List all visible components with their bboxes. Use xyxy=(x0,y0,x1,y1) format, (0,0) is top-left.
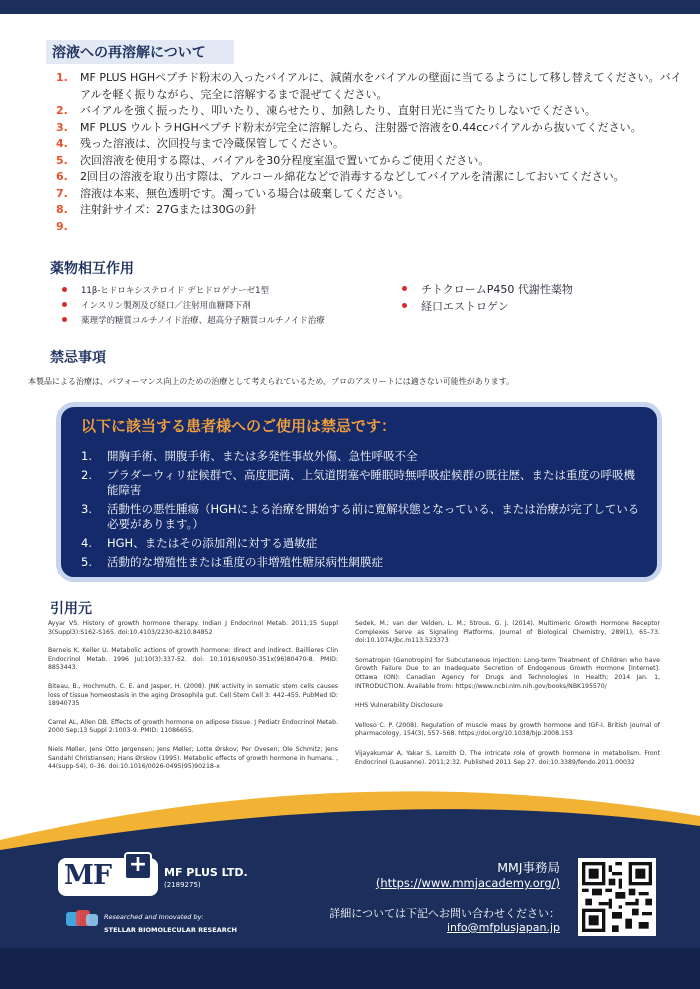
interactions-title: 薬物相互作用 xyxy=(50,261,134,277)
citation: Niels Møller, Jens Otto Jørgensen; Jens Møller; Lotte Ørskov; Per Ovesen; Ole Schmitz; Jens Sandahl Christiansen; Hans Ørskov (1995). Metabolic effects of growth hormone in humans. , 44(supp-S4), 0–36. doi:10.1016/0026-0495(95)90218-x xyxy=(48,745,338,771)
list-item xyxy=(81,449,641,464)
step-text: MF PLUS ウルトラHGHペプチド粉末が完全に溶解したら、注射器で溶液を0.44ccバイアルから抜いてください。 xyxy=(80,120,642,134)
stellar-name: STELLAR BIOMOLECULAR RESEARCH xyxy=(104,926,237,934)
interaction-text: チトクロームP450 代謝性薬物 xyxy=(421,282,573,296)
email-link[interactable]: info@mfplusjapan.jp xyxy=(447,921,560,934)
office-name: MMJ事務局 xyxy=(497,860,560,875)
step-text: 残った溶液は、次回投与まで冷蔵保管してください。 xyxy=(80,137,344,150)
interactions-list-left xyxy=(62,282,392,327)
step-item xyxy=(56,186,686,203)
contraindications-intro: 本製品による治療は、パフォーマンス向上のための治療として考えられているため、プロのアスリートには適さない可能性があります。 xyxy=(28,377,515,386)
citation: Biteau, B., Hochmuth, C. E. and Jasper, H. (2008). JNK activity in somatic stem cells causes loss of tissue homeostasis in the aging Drosophila gut. Cell Stem Cell 3: 442-455. PubMed ID: 18940735 xyxy=(48,682,338,708)
interaction-text: 11β-ヒドロキシステロイド デヒドロゲナーゼ1型 xyxy=(81,285,269,296)
list-item xyxy=(81,536,641,551)
step-number: 8. xyxy=(56,203,68,216)
citations-left xyxy=(48,620,338,782)
item-text: 活動性の悪性腫瘍（HGHによる治療を開始する前に寛解状態となっている、または治療が完了している必要があります。） xyxy=(107,502,640,531)
step-number: 7. xyxy=(56,186,68,200)
company-number: (2189275) xyxy=(164,881,201,889)
item-text: 活動的な増殖性または重度の非増殖性糖尿病性網膜症 xyxy=(107,555,383,569)
step-item xyxy=(56,70,686,103)
step-item xyxy=(56,219,686,236)
list-item xyxy=(81,502,641,532)
interaction-text: インスリン製剤及び経口／注射用血糖降下剤 xyxy=(81,300,251,311)
step-item xyxy=(56,169,686,186)
top-bar xyxy=(0,0,700,14)
step-text xyxy=(80,219,686,236)
logo-text: MF xyxy=(64,860,112,891)
contraindications-box-title: 以下に該当する患者様へのご使用は禁忌です： xyxy=(81,417,397,435)
bullet-icon xyxy=(62,287,67,292)
reconstitution-title: 溶液への再溶解について xyxy=(52,45,206,61)
citation: Sedek, M.; van der Velden, L. M.; Strous, G. J. (2014). Multimeric Growth Hormone Receptor Complexes Serve as Signaling Platforms. Journal of Biological Chemistry, 289(1), 65–73. doi:10.1074/jbc.m113.523373 xyxy=(355,620,660,645)
citation: Somatropin (Genotropin) for Subcutaneous Injection: Long-term Treatment of Children who have Growth Failure Due to an Inadequate Secretion of Endogenous Growth Hormone [Internet]. Ottawa (ON): Canadian Agency for Drugs and Technologies in Health; 2014 Jan. 1, INTRODUCTION. Available from: https://www.ncbi.nlm.nih.gov/books/NBK195570/ xyxy=(355,656,660,690)
interaction-text: 薬理学的糖質コルチノイド治療、超高分子糖質コルチノイド治療 xyxy=(81,315,325,326)
interaction-text: 経口エストロゲン xyxy=(421,299,509,313)
citation: HHS Vulnerability Disclosure xyxy=(355,702,443,710)
list-item xyxy=(402,280,662,297)
citation: Velloso C. P. (2008). Regulation of muscle mass by growth hormone and IGF-I. British journal of pharmacology, 154(3), 557–568. https://doi.org/10.1038/bjp.2008.153 xyxy=(355,721,660,738)
contact-text: 詳細については下記へお問い合わせください： xyxy=(329,907,560,920)
list-item xyxy=(402,297,662,314)
step-text: MF PLUS HGHペプチド粉末の入ったバイアルに、減菌水をバイアルの壁面に当てるようにして移し替えてください。バイアルを軽く振りながら、完全に溶解するまで混ぜてください。 xyxy=(80,71,682,101)
step-item xyxy=(56,202,686,219)
qr-code-icon xyxy=(582,862,652,932)
stellar-tagline: Researched and Innovated by: xyxy=(104,913,204,921)
bullet-icon xyxy=(62,317,67,322)
step-number: 5. xyxy=(56,153,68,167)
citation: Vijayakumar A, Yakar S, Leroith D. The intricate role of growth hormone in metabolism. Front Endocrinol (Lausanne). 2011;2:32. Published 2011 Sep 27. doi:10.3389/fendo.2011.00032 xyxy=(355,749,660,766)
step-text: 次回溶液を使用する際は、バイアルを30分程度室温で置いてからご使用ください。 xyxy=(80,153,490,167)
step-number: 3. xyxy=(56,120,68,134)
item-number: 2. xyxy=(81,468,92,482)
item-text: 開胸手術、開腹手術、または多発性事故外傷、急性呼吸不全 xyxy=(107,449,418,463)
citation: Carrel AL, Allen DB. Effects of growth hormone on adipose tissue. J Pediatr Endocrinol Metab. 2000 Sep;13 Suppl 2:1003-9. PMID: 11086655. xyxy=(48,718,338,735)
step-text: 2回目の溶液を取り出す際は、アルコール綿花などで消毒するなどしてバイアルを清潔にしておいてください。 xyxy=(80,170,625,183)
step-text: 注射針サイズ：27Gまたは30Gの針 xyxy=(80,203,257,216)
citations-title: 引用元 xyxy=(50,601,92,617)
office-url-link[interactable]: (https://www.mmjacademy.org/) xyxy=(375,876,560,890)
step-number: 2. xyxy=(56,104,68,117)
item-text: HGH、またはその添加剤に対する過敏症 xyxy=(107,536,318,550)
company-name: MF PLUS LTD. xyxy=(164,866,248,879)
list-item xyxy=(81,468,641,498)
step-number: 4. xyxy=(56,137,68,150)
item-number: 5. xyxy=(81,555,92,569)
step-number: 6. xyxy=(56,170,68,183)
stellar-logo-icon xyxy=(66,908,100,930)
contraindications-list xyxy=(81,449,641,574)
step-text: バイアルを強く振ったり、叩いたり、凍らせたり、加熱したり、直射日光に当てたりしないでください。 xyxy=(80,104,596,117)
step-item xyxy=(56,103,686,120)
step-item xyxy=(56,136,686,153)
citation: Berneis K, Keller U. Metabolic actions of growth hormone: direct and indirect. Baillieres Clin Endocrinol Metab. 1996 Jul;10(3):337-52. doi: 10.1016/s0950-351x(96)80470-8. PMID: 8853443. xyxy=(48,647,338,672)
citation: Ayyar VS. History of growth hormone therapy. Indian J Endocrinol Metab. 2011;15 Suppl 3(Suppl3):S162-S165. doi:10.4103/2230-8210.84852 xyxy=(48,620,338,636)
list-item xyxy=(62,312,392,327)
step-number: 9. xyxy=(56,219,68,233)
qr-code[interactable] xyxy=(578,858,656,936)
interactions-list-right xyxy=(402,280,662,314)
item-number: 3. xyxy=(81,502,92,516)
step-item xyxy=(56,120,686,137)
contraindications-title: 禁忌事項 xyxy=(50,350,106,366)
bullet-icon xyxy=(402,303,407,308)
step-text: 溶液は本来、無色透明です。濁っている場合は破棄してください。 xyxy=(80,186,410,200)
step-number: 1. xyxy=(56,71,68,84)
step-item xyxy=(56,153,686,170)
citations-right xyxy=(355,620,660,778)
list-item xyxy=(62,282,392,297)
bullet-icon xyxy=(62,302,67,307)
list-item xyxy=(62,297,392,312)
reconstitution-steps xyxy=(56,70,686,235)
contraindications-box xyxy=(56,402,662,582)
bullet-icon xyxy=(402,286,407,291)
list-item xyxy=(81,555,641,570)
item-number: 4. xyxy=(81,536,92,550)
item-number: 1. xyxy=(81,449,92,463)
logo-plus: + xyxy=(124,852,152,880)
item-text: プラダーウィリ症候群で、高度肥満、上気道閉塞や睡眠時無呼吸症候群の既往歴、または重度の呼吸機能障害 xyxy=(107,468,635,497)
